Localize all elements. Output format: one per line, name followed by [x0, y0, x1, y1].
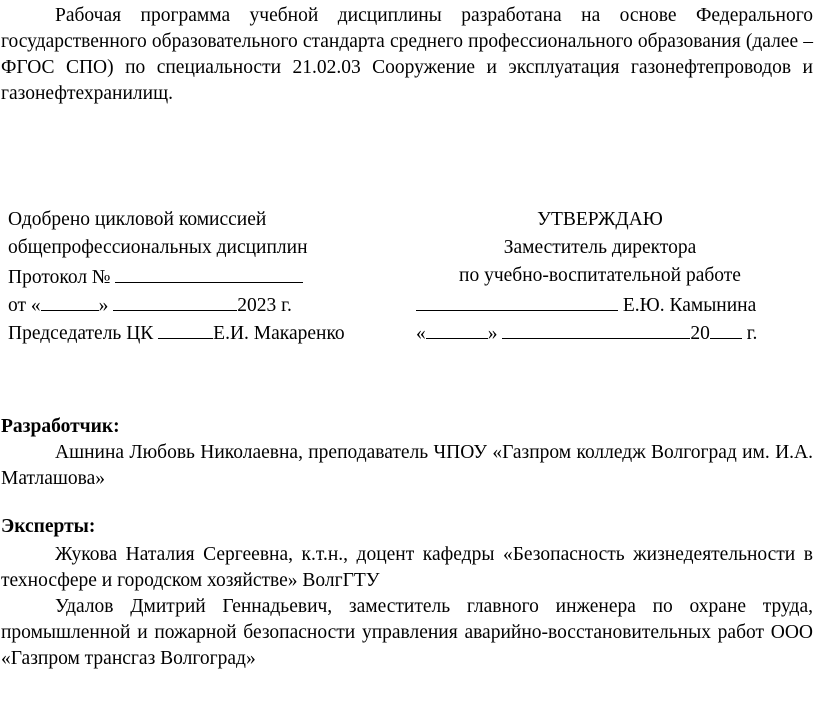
- right-year-prefix: 20: [690, 323, 710, 344]
- date-year: 2023 г.: [237, 295, 292, 316]
- expert-1-text: Жукова Наталия Сергеевна, к.т.н., доцент кафедры «Безопасность жизнедеятельности в техносфере и городском хозяйстве» ВолгГТУ: [1, 544, 813, 591]
- chair-name: Е.И. Макаренко: [213, 323, 345, 344]
- right-month-blank: [502, 318, 690, 339]
- developer-heading: Разработчик:: [1, 416, 120, 437]
- right-date-mid: »: [487, 323, 498, 344]
- intro-paragraph: Рабочая программа учебной дисциплины разработана на основе Федерального государственного образовательного стандарта среднего профессионального образования (далее – ФГОС СПО) по специальности 21.02.03 Сооружение и эксплуатация газонефтепроводов и газонефтехранилищ.: [1, 5, 813, 104]
- chair-line: [8, 318, 408, 346]
- right-date-prefix: «: [416, 323, 426, 344]
- protocol-number-blank: [115, 262, 303, 283]
- commission-line-1: Одобрено цикловой комиссией: [8, 209, 267, 230]
- commission-approval-block: [8, 206, 408, 346]
- right-day-blank: [426, 318, 488, 339]
- commission-line-2: общепрофессиональных дисциплин: [8, 237, 308, 258]
- month-blank: [113, 290, 237, 311]
- right-date-suffix: г.: [746, 323, 758, 344]
- experts-heading: Эксперты:: [1, 516, 96, 537]
- commission-date-line: [8, 290, 408, 318]
- signer-name: Е.Ю. Камынина: [622, 295, 757, 316]
- year-blank: [710, 318, 742, 339]
- chair-label: Председатель ЦК: [8, 323, 154, 344]
- chair-signature-blank: [158, 318, 213, 339]
- developer-text: Ашнина Любовь Николаевна, преподаватель ЧПОУ «Газпром колледж Волгоград им. И.А. Матлашова»: [1, 442, 813, 489]
- protocol-line: [8, 262, 408, 290]
- approve-title: УТВЕРЖДАЮ: [537, 209, 663, 230]
- deputy-director-line: Заместитель директора: [503, 237, 697, 258]
- signer-line: [400, 290, 800, 318]
- director-date-line: [400, 318, 800, 346]
- signer-signature-blank: [416, 290, 618, 311]
- director-approval-block: [400, 206, 800, 346]
- day-blank: [41, 290, 99, 311]
- deputy-director-line-2: по учебно-воспитательной работе: [459, 265, 741, 286]
- protocol-label: Протокол №: [8, 267, 111, 288]
- date-mid: »: [98, 295, 109, 316]
- expert-2-text: Удалов Дмитрий Геннадьевич, заместитель главного инженера по охране труда, промышленной и пожарной безопасности управления аварийно-восстановительных работ ООО «Газпром трансгаз Волгоград»: [1, 596, 813, 669]
- date-prefix: от «: [8, 295, 41, 316]
